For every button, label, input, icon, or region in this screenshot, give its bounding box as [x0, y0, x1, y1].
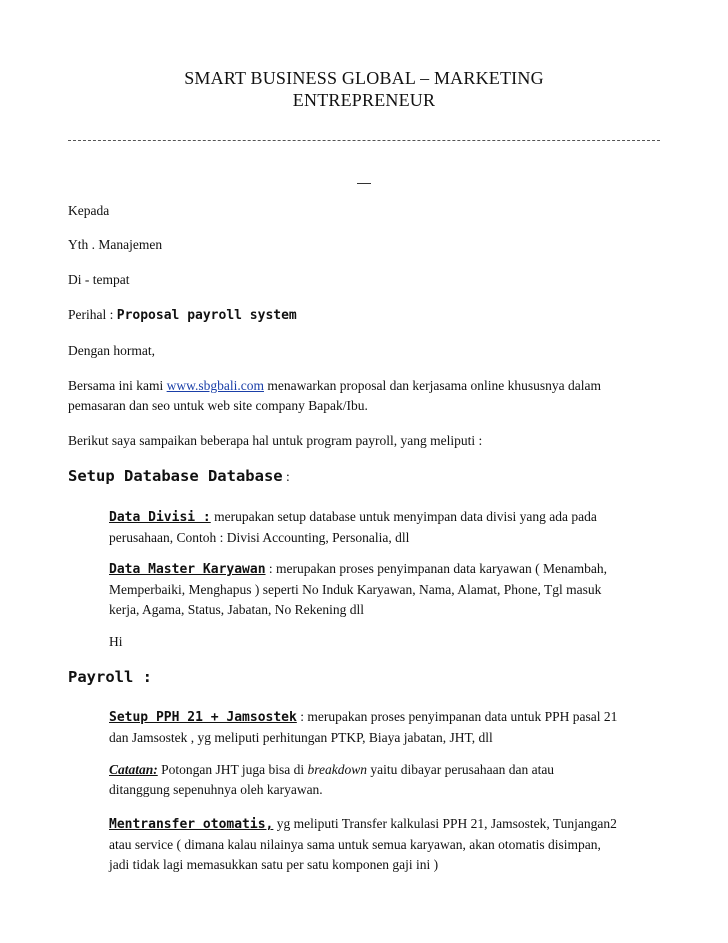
- header-divider-tail: [357, 183, 371, 184]
- subject-value: Proposal payroll system: [116, 308, 297, 323]
- title-line-1: SMART BUSINESS GLOBAL – MARKETING: [184, 68, 544, 88]
- item-italic-word: breakdown: [307, 762, 368, 777]
- intro-after: menawarkan proposal dan kerjasama online khususnya dalam: [263, 378, 602, 393]
- item-line-3: jadi tidak lagi memasukkan satu per satu komponen gaji ini ): [109, 857, 439, 872]
- item-catatan: [109, 760, 669, 800]
- item-data-master-karyawan: [109, 559, 669, 620]
- section-payroll-title: Payroll :: [68, 668, 152, 686]
- recipient-location: Di - tempat: [68, 272, 130, 287]
- item-line-1: merupakan setup database untuk menyimpan data divisi yang ada pada: [210, 509, 597, 524]
- item-line-2: Memperbaiki, Menghapus ) seperti No Induk Karyawan, Nama, Alamat, Phone, Tgl masuk: [109, 582, 602, 597]
- item-hi: Hi: [109, 634, 123, 649]
- section-payroll-heading: [68, 667, 668, 688]
- item-line-1a: Potongan JHT juga bisa di: [157, 762, 308, 777]
- item-line-3: kerja, Agama, Status, Jabatan, No Rekening dll: [109, 602, 364, 617]
- item-term: Data Divisi :: [109, 510, 211, 525]
- item-term: Data Master Karyawan: [109, 562, 266, 577]
- intro-before: Bersama ini kami: [68, 378, 167, 393]
- item-setup-pph21: [109, 707, 669, 748]
- section-setup-heading: [68, 466, 668, 487]
- item-term: Mentransfer otomatis,: [109, 817, 274, 832]
- item-line-1: : merupakan proses penyimpanan data untuk PPH pasal 21: [296, 709, 618, 724]
- item-line-2: ditanggung sepenuhnya oleh karyawan.: [109, 782, 323, 797]
- subject-line: [68, 305, 668, 326]
- item-data-divisi: [109, 507, 669, 548]
- item-line-1: yg meliputi Transfer kalkulasi PPH 21, Jamsostek, Tunjangan2: [273, 816, 617, 831]
- document-title: [0, 67, 728, 111]
- recipient-kepada: Kepada: [68, 203, 110, 218]
- section-setup-suffix: :: [282, 469, 290, 484]
- item-line-2: dan Jamsostek , yg meliputi perhitungan PTKP, Biaya jabatan, JHT, dll: [109, 730, 493, 745]
- item-term: Catatan:: [109, 762, 158, 777]
- recipient-yth: Yth . Manajemen: [68, 237, 163, 252]
- item-line-1b: yaitu dibayar perusahaan dan atau: [367, 762, 555, 777]
- intro-line-2: pemasaran dan seo untuk web site company Bapak/Ibu.: [68, 398, 368, 413]
- intro-paragraph: [68, 376, 668, 416]
- item-line-2: perusahaan, Contoh : Divisi Accounting, Personalia, dll: [109, 530, 410, 545]
- title-line-2: ENTREPRENEUR: [292, 90, 436, 110]
- item-mentransfer-otomatis: [109, 814, 669, 875]
- section-setup-title: Setup Database Database: [68, 467, 283, 485]
- item-term: Setup PPH 21 + Jamsostek: [109, 710, 297, 725]
- scope-intro: Berikut saya sampaikan beberapa hal untuk program payroll, yang meliputi :: [68, 433, 483, 448]
- item-line-2: atau service ( dimana kalau nilainya sama untuk semua karyawan, akan otomatis disimpan,: [109, 837, 601, 852]
- subject-label: Perihal :: [68, 307, 117, 322]
- item-line-1: : merupakan proses penyimpanan data karyawan ( Menambah,: [265, 561, 608, 576]
- website-link[interactable]: www.sbgbali.com: [166, 378, 264, 393]
- greeting: Dengan hormat,: [68, 343, 155, 358]
- header-divider: [68, 140, 660, 141]
